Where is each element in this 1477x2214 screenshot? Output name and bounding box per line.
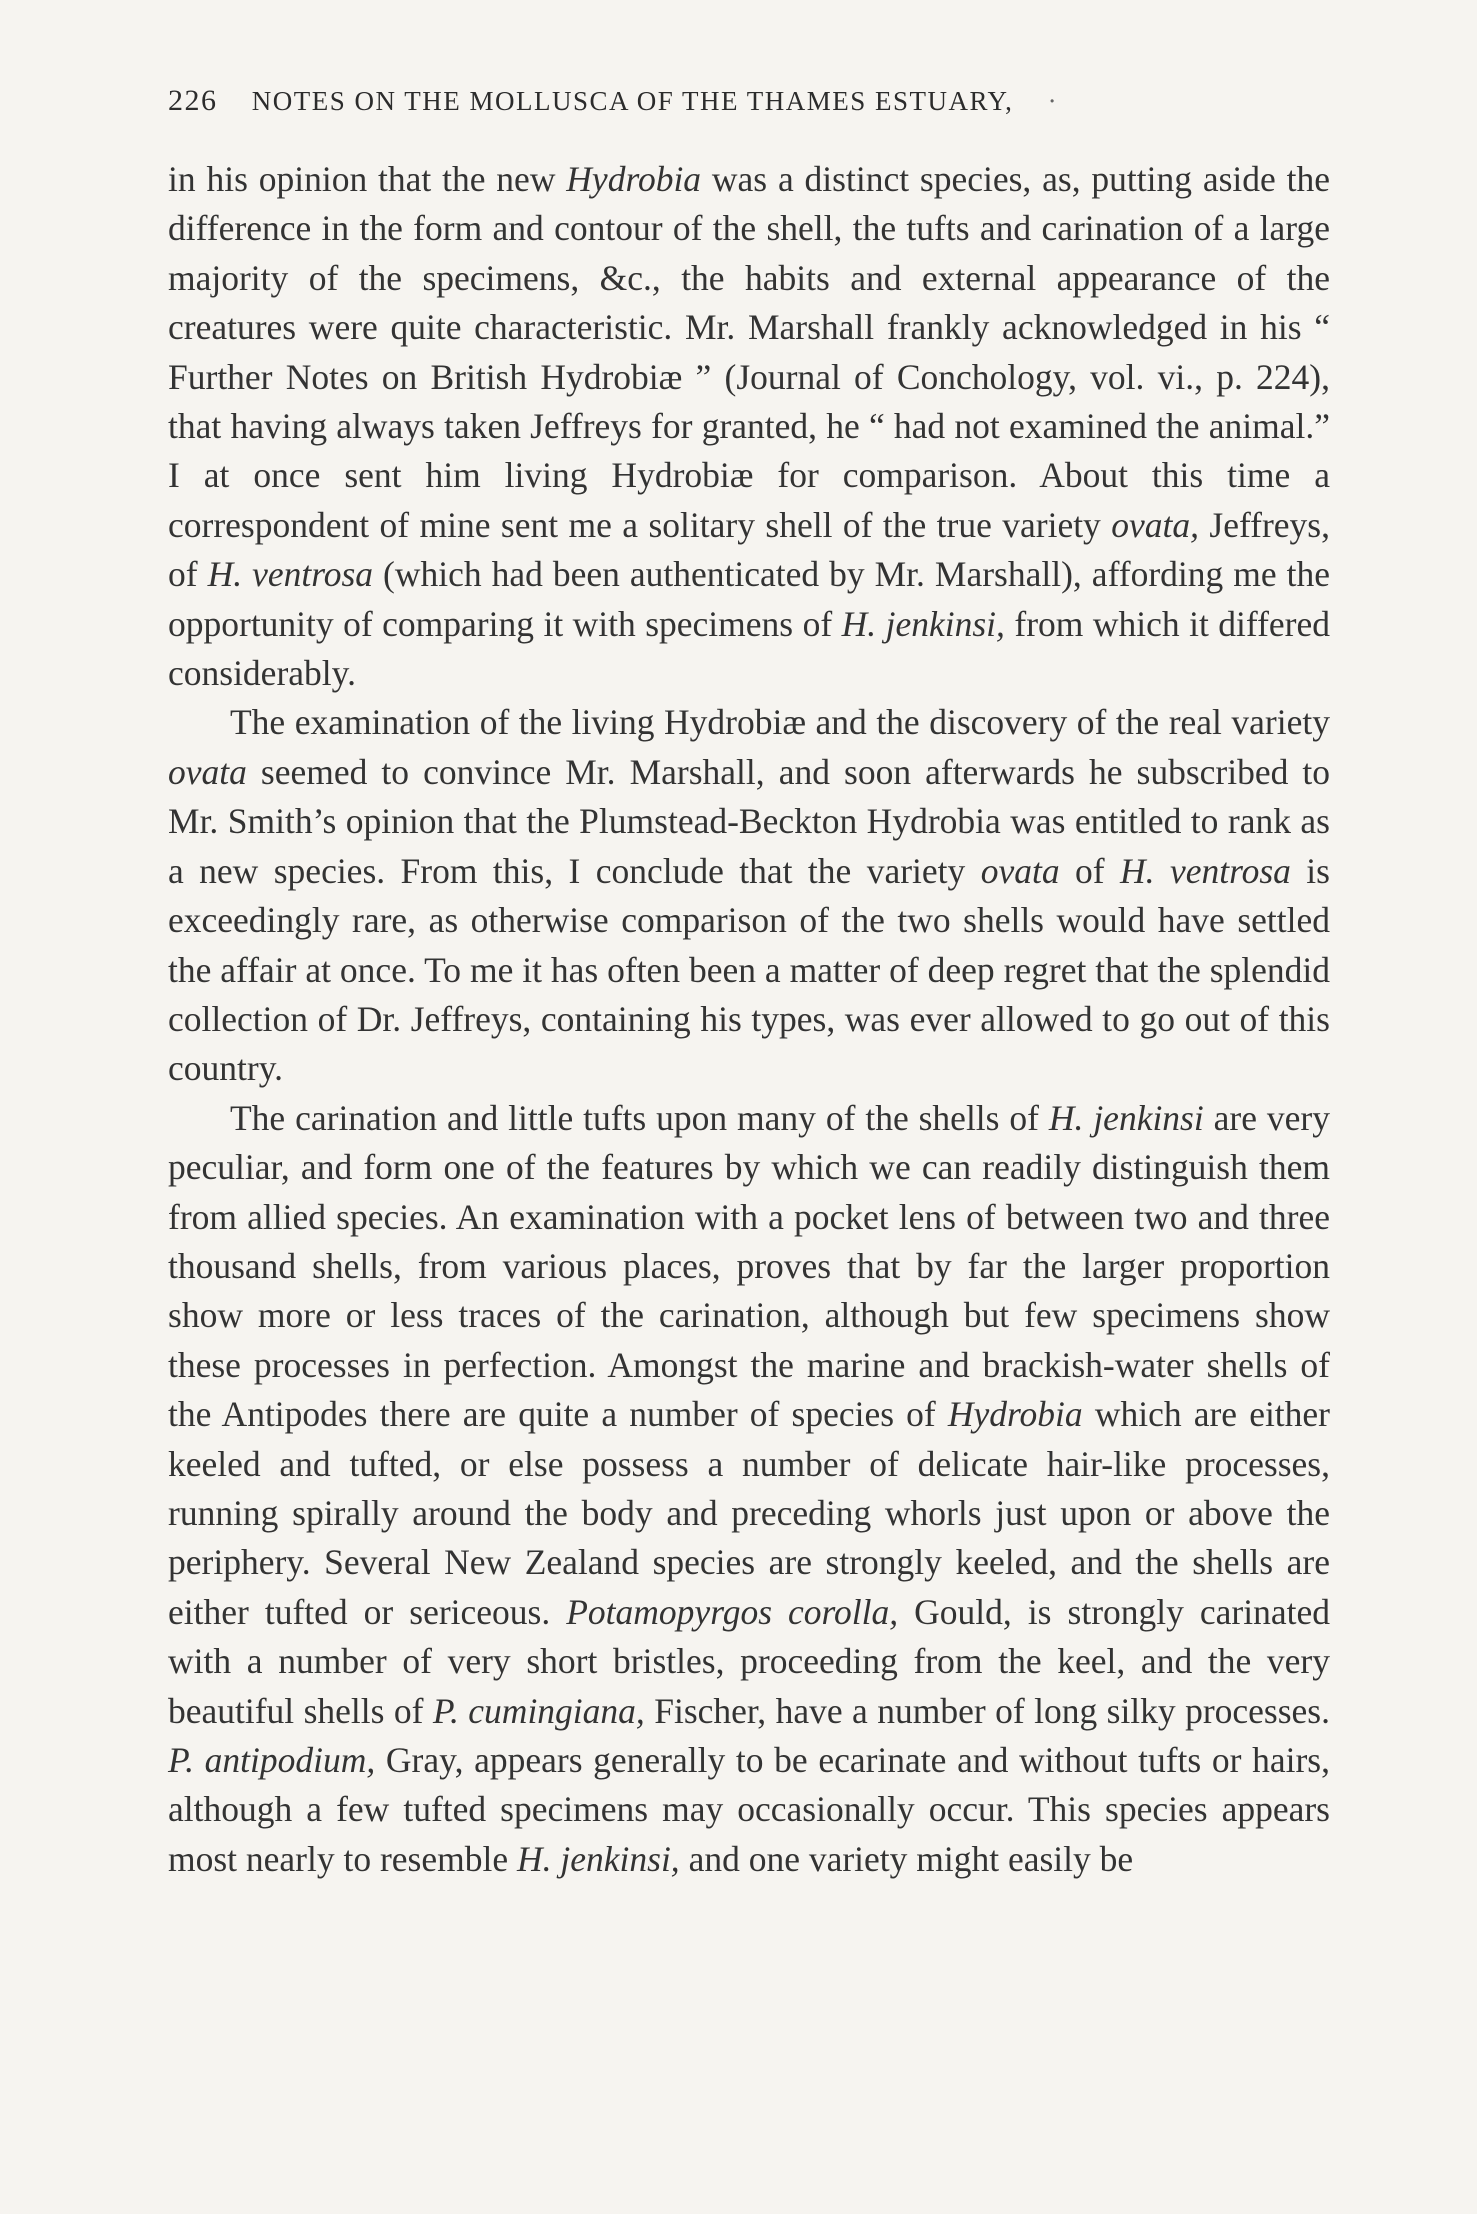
italic-text: Hydrobia — [566, 159, 702, 199]
italic-text: P. antipodium, — [168, 1740, 376, 1780]
italic-text: ovata — [980, 850, 1060, 891]
body-text — [168, 155, 1330, 1884]
italic-text: Potamopyrgos corolla, — [566, 1591, 899, 1632]
text-segment: was a distinct species, as, putting aside the difference in the form and contour of the shell, the tufts and carination of a large majority of the specimens, &c., the habits and external appearance of the creatures were quite characteristic. Mr. Marshall frankly acknowledged in his “ Further Notes on British Hydrobiæ ” (Journal of Conchology, vol. vi., p. 224), that having always taken Jeffreys for granted, he “ had not examined the animal.” I at once sent him living Hydrobiæ for comparison. About this time a correspondent of mine sent me a solitary shell of the true variety — [168, 159, 1330, 545]
italic-text: H. jenkinsi, — [517, 1838, 680, 1879]
text-segment: Jeffreys, of — [168, 504, 1330, 595]
running-header — [168, 84, 1328, 118]
text-segment: from which it differed considerably. — [168, 603, 1330, 694]
italic-text: H. jenkinsi — [1048, 1097, 1204, 1138]
italic-text: Hydrobia — [947, 1394, 1083, 1435]
text-segment: are very peculiar, and form one of the features by which we can readily distinguish them from allied species. An examination with a pocket lens of between two and three thousand shells, from various places, proves that by far the larger proportion show more or less traces of the carination, although but few specimens show these processes in perfection. Amongst the marine and brackish-water shells of the Antipodes there are quite a number of species of — [168, 1097, 1330, 1435]
text-segment: in his opinion that the new — [168, 159, 567, 199]
text-segment: which are either keeled and tufted, or else possess a number of delicate hair-like processes, running spirally around the body and preceding whorls just upon or above the periphery. Several New Zealand species are strongly keeled, and the shells are either tufted or sericeous. — [168, 1394, 1331, 1632]
text-segment: The carination and little tufts upon many of the shells of — [230, 1097, 1049, 1138]
text-segment: and one variety might easily be — [679, 1838, 1134, 1879]
italic-text: P. cumingiana, — [432, 1690, 645, 1731]
text-segment: The examination of the living Hydrobiæ and the discovery of the real variety — [230, 702, 1330, 743]
text-segment: Fischer, have a number of long silky processes. — [644, 1690, 1331, 1731]
italic-text: H. ventrosa — [1120, 850, 1291, 891]
paragraph — [168, 1094, 1330, 1885]
page-number: 226 — [168, 84, 218, 117]
text-segment: of — [1059, 850, 1121, 891]
text-segment: Gould, is strongly carinated with a number of very short bristles, proceeding from the keel, and the very beautiful shells of — [168, 1591, 1330, 1731]
text-segment: is exceedingly rare, as otherwise comparison of the two shells would have settled the affair at once. To me it has often been a matter of deep regret that the splendid collection of Dr. Jeffreys, containing his types, was ever allowed to go out of this country. — [168, 850, 1330, 1089]
paragraph — [168, 155, 1330, 698]
italic-text: ovata — [168, 751, 247, 792]
paragraph — [168, 698, 1330, 1093]
text-segment: Gray, appears generally to be ecarinate and without tufts or hairs, although a few tufted specimens may occasionally occur. This species appears most nearly to resemble — [168, 1740, 1330, 1879]
italic-text: ovata, — [1111, 504, 1199, 545]
text-segment: seemed to convince Mr. Marshall, and soon afterwards he subscribed to Mr. Smith’s opinion that the Plumstead-Beckton Hydrobia was entitled to rank as a new species. From this, I conclude that the variety — [168, 751, 1330, 891]
italic-text: H. ventrosa — [207, 554, 374, 595]
header-mark: · — [1047, 86, 1059, 116]
running-title: NOTES ON THE MOLLUSCA OF THE THAMES ESTUARY, — [251, 86, 1014, 116]
italic-text: H. jenkinsi, — [841, 603, 1005, 644]
text-segment: (which had been authenticated by Mr. Marshall), affording me the opportunity of comparing it with specimens of — [168, 554, 1330, 644]
